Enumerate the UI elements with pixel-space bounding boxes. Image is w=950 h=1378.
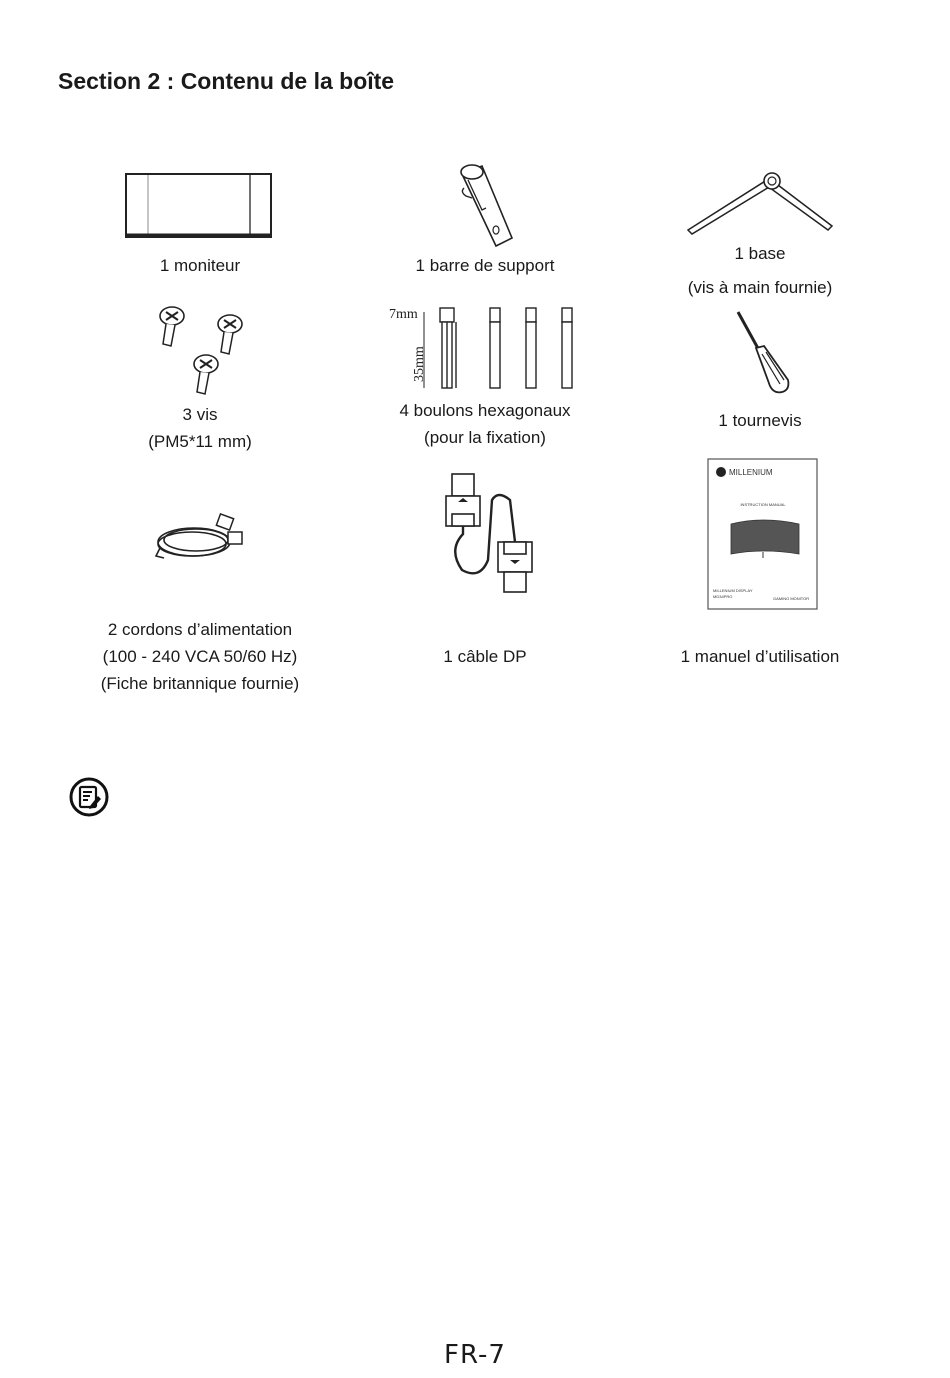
item-caption-power-cords: 2 cordons d’alimentation (100 - 240 VCA 50/60 Hz) (Fiche britannique fournie): [100, 620, 300, 693]
user-manual-illustration: [707, 458, 819, 612]
item-caption-screws: 3 vis (PM5*11 mm): [148, 405, 252, 451]
item-caption-monitor: 1 moniteur: [159, 256, 241, 275]
support-bar-illustration: [452, 160, 518, 250]
item-caption-screwdriver: 1 tournevis: [718, 411, 802, 430]
screwdriver-illustration: [730, 308, 794, 394]
bolt-length-dimension: 35mm: [412, 346, 427, 382]
monitor-illustration: [124, 172, 274, 242]
power-cords-illustration: [154, 508, 248, 566]
manual-heading: INSTRUCTION MANUAL: [740, 502, 786, 507]
item-caption-base: 1 base (vis à main fournie): [687, 244, 833, 297]
manual-tag: GAMING MONITOR: [773, 596, 810, 601]
item-caption-user-manual: 1 manuel d’utilisation: [680, 647, 840, 666]
hex-bolts-illustration: [386, 300, 586, 394]
page-number: FR-7: [444, 1340, 506, 1370]
section-title: Section 2 : Contenu de la boîte: [58, 68, 395, 94]
base-illustration: [682, 168, 846, 240]
item-caption-hex-bolts: 4 boulons hexagonaux (pour la fixation): [399, 401, 571, 447]
item-caption-support-bar: 1 barre de support: [415, 256, 555, 275]
manual-brand: MILLENIUM: [729, 468, 773, 477]
item-caption-dp-cable: 1 câble DP: [443, 647, 527, 666]
screws-illustration: [150, 302, 260, 398]
manual-product-line1: MILLENIUM DISPLAY: [713, 588, 753, 593]
note-icon: [68, 776, 110, 818]
manual-product-line2: MD34PRO: [713, 594, 733, 599]
bolt-head-dimension: 7mm: [389, 307, 418, 322]
dp-cable-illustration: [440, 470, 540, 596]
